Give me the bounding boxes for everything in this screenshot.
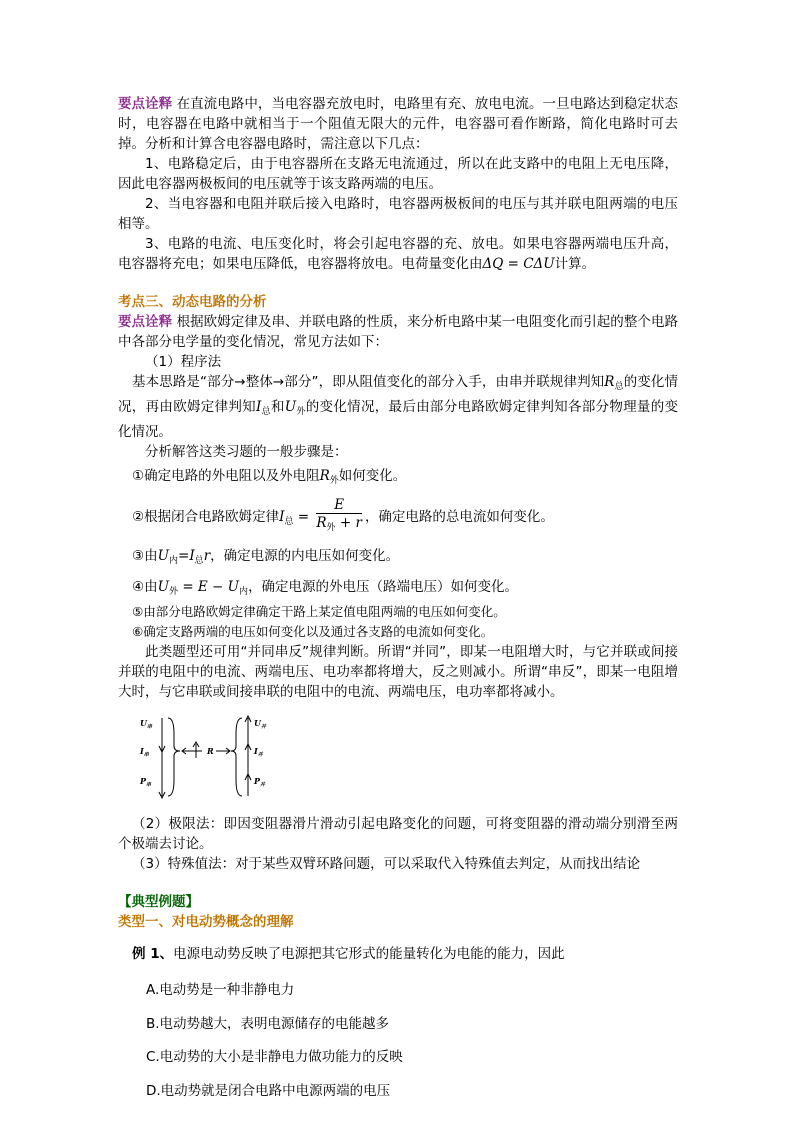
step-3-b: ，确定电源的内电压如何变化。 xyxy=(210,548,400,564)
step-1-a: ①确定电路的外电阻以及外电阻 xyxy=(132,468,320,484)
i-total-sub: 总 xyxy=(261,407,271,417)
step-4 xyxy=(118,577,678,602)
den-rr: r xyxy=(355,515,362,531)
s3-sub: 内 xyxy=(169,556,179,566)
s3-eq: =I xyxy=(178,548,195,564)
charge-formula: ΔQ = CΔU xyxy=(482,256,555,272)
option-a: A.电动势是一种非静电力 xyxy=(146,982,295,998)
r-total-sub: 总 xyxy=(614,382,624,392)
step-3-a: ③由 xyxy=(132,548,158,564)
basic-idea-d: 的变化情况，最后由部分电路欧姆定律判知各部分物理量的变化情况。 xyxy=(118,399,679,440)
option-b: B.电动势越大，表明电源储存的电能越多 xyxy=(146,1015,390,1032)
i2-i: I xyxy=(279,509,285,525)
step-2-a: ②根据闭合电路欧姆定律 xyxy=(132,509,280,525)
s4-sub: 外 xyxy=(169,587,179,597)
u-parallel-label: $U_并$ xyxy=(254,718,266,730)
step-1-b: 如何变化。 xyxy=(338,468,407,484)
method-3: （3）特殊值法：对于某些双臂环路问题，可以采取代入特殊值去判定，从而找出结论 xyxy=(132,856,641,872)
rule-paragraph: 此类题型还可用“并同串反”规律判断。所谓“并同”，即某一电阻增大时，与它并联或间接并联的电阻中的电流、两端电压、电功率都将增大，反之则减小。所谓“串反”，即某一电阻增大时，与它串联或间接串联的电阻中的电流、两端电压，电功率都将减小。 xyxy=(118,644,678,700)
frac-numerator: E xyxy=(316,497,362,514)
step-5: ⑤由部分电路欧姆定律确定干路上某定值电阻两端的电压如何变化。 xyxy=(132,604,506,619)
r-out-r: R xyxy=(319,468,330,484)
u-out-u: U xyxy=(284,399,297,415)
method-1-title: （1）程序法 xyxy=(145,354,222,370)
i-total-symbol-2 xyxy=(279,509,293,525)
frac-denominator: $R_外 + r$ xyxy=(316,515,362,533)
r-out-sub: 外 xyxy=(329,476,339,486)
p-parallel-label: $P_并$ xyxy=(254,776,266,788)
i-total-i: I xyxy=(255,399,262,415)
key-point-tag-2: 要点诠释 xyxy=(118,314,173,330)
basic-idea xyxy=(118,372,678,442)
i-series-label: $I_串$ xyxy=(140,746,149,758)
s1-point-3 xyxy=(118,234,678,274)
step-4-a: ④由 xyxy=(132,579,158,595)
i-total-symbol xyxy=(256,399,271,415)
basic-idea-b: 的变化情况，再由欧姆定律判知 xyxy=(118,374,678,415)
example-1 xyxy=(118,944,678,964)
outer-voltage-formula xyxy=(158,579,248,595)
ohm-fraction xyxy=(316,497,362,537)
s2-intro-text: 根据欧姆定律及串、并联电路的性质，来分析电路中某一电阻变化而引起的整个电路中各部分电学量的变化情况，常见方法如下： xyxy=(118,314,679,350)
section-heading-dynamic: 考点三、动态电路的分析 xyxy=(118,294,267,310)
p-series-label: $P_串$ xyxy=(140,776,152,788)
u-series-label: $U_串$ xyxy=(140,718,152,730)
example-1-label: 例 1、 xyxy=(132,946,174,962)
i2-sub: 总 xyxy=(284,517,294,527)
s4-eq: = E − U xyxy=(182,579,240,595)
i-parallel-label: $I_并$ xyxy=(254,746,263,758)
method-2: （2）极限法：即因变阻器滑片滑动引起电路变化的问题，可将变阻器的滑动端分别滑至两个极端去讨论。 xyxy=(118,816,678,852)
typical-examples-heading: 【典型例题】 xyxy=(118,894,199,910)
den-sub: 外 xyxy=(326,523,336,533)
s4-sub2: 内 xyxy=(239,587,249,597)
den-r: R xyxy=(316,515,327,531)
s4-u: U xyxy=(157,579,169,595)
inner-voltage-formula xyxy=(158,548,211,564)
type-1-heading: 类型一、对电动势概念的理解 xyxy=(118,914,294,930)
basic-idea-a: 基本思路是“部分→整体→部分”，即从阻值变化的部分入手，由串并联规律判知 xyxy=(132,374,605,390)
document-page xyxy=(118,94,678,1114)
s1-point-1: 1、电路稳定后，由于电容器所在支路无电流通过，所以在此支路中的电阻上无电压降，因此电容器两极板间的电压就等于该支路两端的电压。 xyxy=(118,156,678,192)
step-4-b: ，确定电源的外电压（路端电压）如何变化。 xyxy=(248,579,519,595)
s1-point-2: 2、当电容器和电阻并联后接入电路时，电容器两极板间的电压与其并联电阻两端的电压相等。 xyxy=(118,196,678,232)
step-3 xyxy=(118,546,678,571)
step-1 xyxy=(118,466,678,491)
step-2-b: ，确定电路的总电流如何变化。 xyxy=(364,509,554,525)
s1-intro-text: 在直流电路中，当电容器充放电时，电路里有充、放电电流。一旦电路达到稳定状态时，电容器在电路中就相当于一个阻值无限大的元件，电容器可看作断路，简化电路时可去掉。分析和计算含电容器电路时，需注意以下几点： xyxy=(118,96,679,152)
s1-point-3-text: 3、电路的电流、电压变化时，将会引起电容器的充、放电。如果电容器两端电压升高，电容器将充电；如果电压降低，电容器将放电。电荷量变化由 xyxy=(118,236,678,272)
s3-sub2: 总 xyxy=(194,556,204,566)
resistor-label: R xyxy=(207,746,214,756)
example-1-text: 电源电动势反映了电源把其它形式的能量转化为电能的能力，因此 xyxy=(173,946,565,962)
r-total-symbol xyxy=(604,374,623,390)
u-out-symbol xyxy=(285,399,306,415)
s3-r: r xyxy=(203,548,211,564)
u-out-sub: 外 xyxy=(296,407,306,417)
option-c: C.电动势的大小是非静电力做功能力的反映 xyxy=(146,1049,403,1065)
steps-intro: 分析解答这类习题的一般步骤是： xyxy=(145,444,348,460)
basic-idea-c: 和 xyxy=(270,399,285,415)
series-parallel-diagram xyxy=(138,714,278,802)
s1-intro xyxy=(118,94,678,154)
s1-point-3-end: 计算。 xyxy=(554,256,596,272)
r-out-symbol xyxy=(320,468,339,484)
step-6: ⑥确定支路两端的电压如何变化以及通过各支路的电流如何变化。 xyxy=(132,624,494,639)
s2-intro xyxy=(118,312,678,352)
r-total-r: R xyxy=(604,374,615,390)
step-2: ②根据闭合电路欧姆定律$I_总$ = $\frac{E}{R_外 + r}$ ，确定电路的总电流如何变化。 xyxy=(118,497,678,540)
option-d: D.电动势就是闭合电路中电源两端的电压 xyxy=(146,1082,391,1099)
key-point-tag: 要点诠释 xyxy=(118,96,173,112)
s3-u: U xyxy=(157,548,169,564)
